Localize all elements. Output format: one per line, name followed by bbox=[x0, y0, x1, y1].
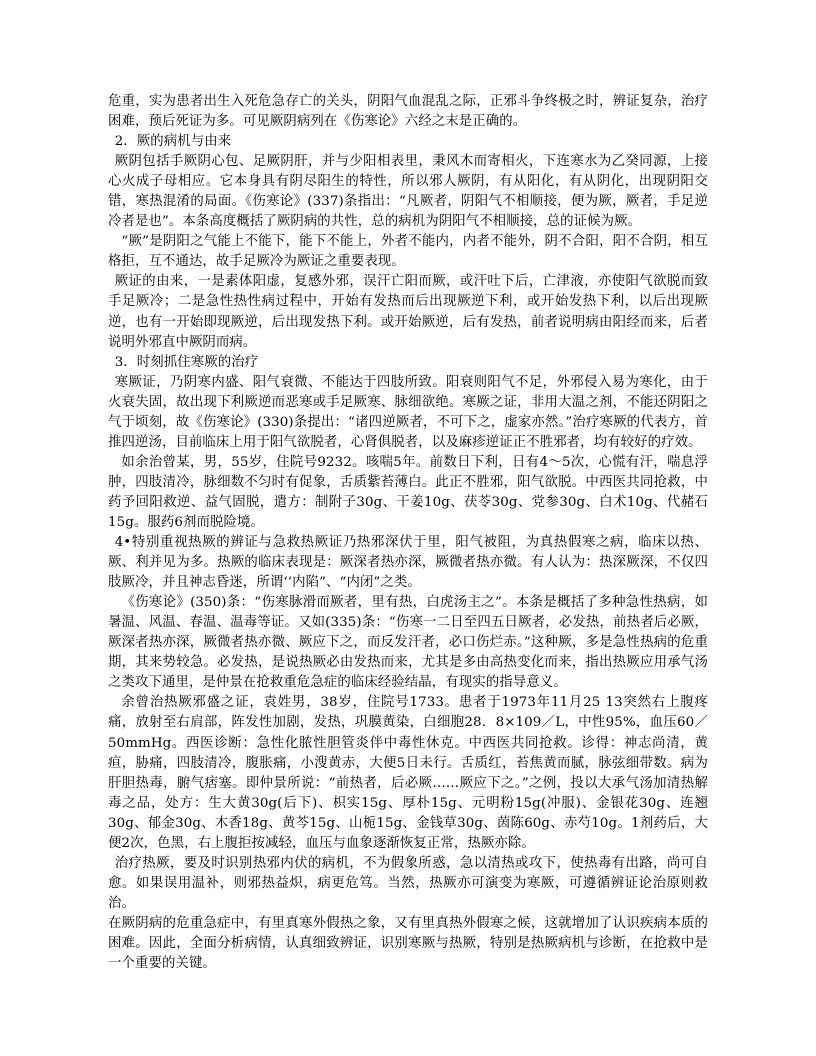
paragraph-12: 在厥阴病的危重急症中，有里真寒外假热之象，又有里真热外假寒之候，这就增加了认识疾病本质的困难。因此，全面分析病情，认真细致辨证，识别寒厥与热厥，特别是热厥病机与诊断，在抢救中是一个重要的关键。 bbox=[108, 915, 708, 972]
paragraph-11: 治疗热厥，要及时识别热邪内伏的病机，不为假象所惑，急以清热或攻下，使热毒有出路，尚可自愈。如果误用温补，则邪热益炽，病更危笃。当然，热厥亦可演变为寒厥，可遵循辨证论治原则救治。 bbox=[108, 855, 708, 911]
document-page bbox=[108, 92, 708, 974]
paragraph-4: 厥证的由来，一是素体阳虚，复感外邪，误汗亡阳而厥，或汗吐下后，亡津液，亦使阳气欲脱而致手足厥冷；二是急性热性病过程中，开始有发热而后出现厥逆下利，或开始发热下利，以后出现厥逆，也有一开始即现厥逆，后出现发热下利。或开始厥逆，后有发热，前者说明病由阳经而来，后者说明外邪直中厥阴而病。 bbox=[108, 274, 708, 350]
paragraph-10: 余曾治热厥邪盛之证，袁姓男，38岁，住院号1733。患者于1973年11月25 13突然右上腹疼痛，放射至右肩部，阵发性加剧，发热，巩膜黄染，白细胞28．8×109／L，中性95%，血压60／50mmHg。西医诊断：急性化脓性胆管炎伴中毒性休克。中西医共同抢救。诊得：神志尚清，黄疸，胁痛，四肢清冷，腹胀痛，小溲黄赤，大便5日未行。舌质红，苔焦黄而腻，脉弦细带数。病为肝胆热毒，腑气痞塞。即仲景所说：“前热者，后必厥……厥应下之。”之例，投以大承气汤加清热解毒之品，处方：生大黄30g(后下)、枳实15g、厚朴15g、元明粉15g(冲服)、金银花30g、连翘30g、郁金30g、木香18g、黄芩15g、山栀15g、金钱草30g、茵陈60g、赤芍10g。1剂药后，大便2次，色黑，右上腹拒按减轻，血压与血象逐渐恢复正常，热厥亦除。 bbox=[108, 695, 708, 851]
paragraph-0: 危重，实为患者出生入死危急存亡的关头，阴阳气血混乱之际，正邪斗争终极之时，辨证复杂，治疗困难，预后死证为多。可见厥阴病列在《伤寒论》六经之末是正确的。 bbox=[108, 94, 708, 130]
paragraph-2: 厥阴包括手厥阴心包、足厥阴肝，并与少阳相表里，秉风木而寄相火，下连寒水为乙癸同源，上接心火成子母相应。它本身具有阴尽阳生的特性，所以邪人厥阴，有从阳化，有从阴化，出现阴阳交错，寒热混淆的局面。《伤寒论》(337)条指出：“凡厥者，阴阳气不相顺接，便为厥，厥者，手足逆冷者是也”。本条高度概括了厥阴病的共性，总的病机为阴阳气不相顺接，总的证候为厥。 bbox=[108, 154, 708, 230]
paragraph-7: 如余治曾某，男，55岁，住院号9232。咳喘5年。前数日下利，日有4～5次，心慌有汗，喘息浮肿，四肢清冷，脉细数不匀时有促象，舌质紫苔薄白。此正不胜邪，阳气欲脱。中西医共同抢救，中药予回阳救逆、益气固脱，遣方：制附子30g、干姜10g、茯苓30g、党参30g、白术10g、代赭石15g。服药6剂而脱险境。 bbox=[108, 454, 708, 530]
section-heading-3: 3．时刻抓住寒厥的治疗 bbox=[114, 354, 259, 370]
section-heading-2: 2．厥的病机与由来 bbox=[114, 134, 232, 150]
paragraph-6: 寒厥证，乃阴寒内盛、阳气衰微、不能达于四肢所致。阳衰则阳气不足，外邪侵入易为寒化，由于火衰失固，故出现下利厥逆而恶寒或手足厥寒、脉细欲绝。寒厥之证，非用大温之剂，不能还阴阳之气于顷刻，故《伤寒论》(330)条提出：“诸四逆厥者，不可下之，虚家亦然。”治疗寒厥的代表方，首推四逆汤，目前临床上用于阳气欲脱者，心肾俱脱者，以及麻疹逆证正不胜邪者，均有较好的疗效。 bbox=[108, 374, 708, 450]
paragraph-9: 《伤寒论》(350)条：“伤寒脉滑而厥者，里有热，白虎汤主之”。本条是概括了多种急性热病，如暑温、风温、春温、温毒等证。又如(335)条：“伤寒一二日至四五日厥者，必发热，前热者后必厥，厥深者热亦深，厥微者热亦微、厥应下之，而反发汗者，必口伤烂赤。”这种厥，多是急性热病的危重期，其来势较急。必发热，是说热厥必由发热而来，尤其是多由高热变化而来，指出热厥应用承气汤之类攻下通里，是仲景在抢救重危急症的临床经验结晶，有现实的指导意义。 bbox=[108, 595, 708, 691]
section-heading-4: 4•特别重视热厥的辨证与急救热厥证乃热邪深伏于里，阳气被阻，为真热假寒之病，临床以热、厥、利并见为多。热厥的临床表现是：厥深者热亦深，厥微者热亦微。有人认为：热深厥深，不仅四肢厥冷，并且神志昏迷，所谓‘‘内陷”、“内闭”之类。 bbox=[108, 535, 708, 591]
paragraph-3: “厥”是阴阳之气能上不能下，能下不能上，外者不能内，内者不能外，阴不合阳，阳不合阴，相互格拒，互不通达，故手足厥冷为厥证之重要表现。 bbox=[108, 234, 708, 270]
